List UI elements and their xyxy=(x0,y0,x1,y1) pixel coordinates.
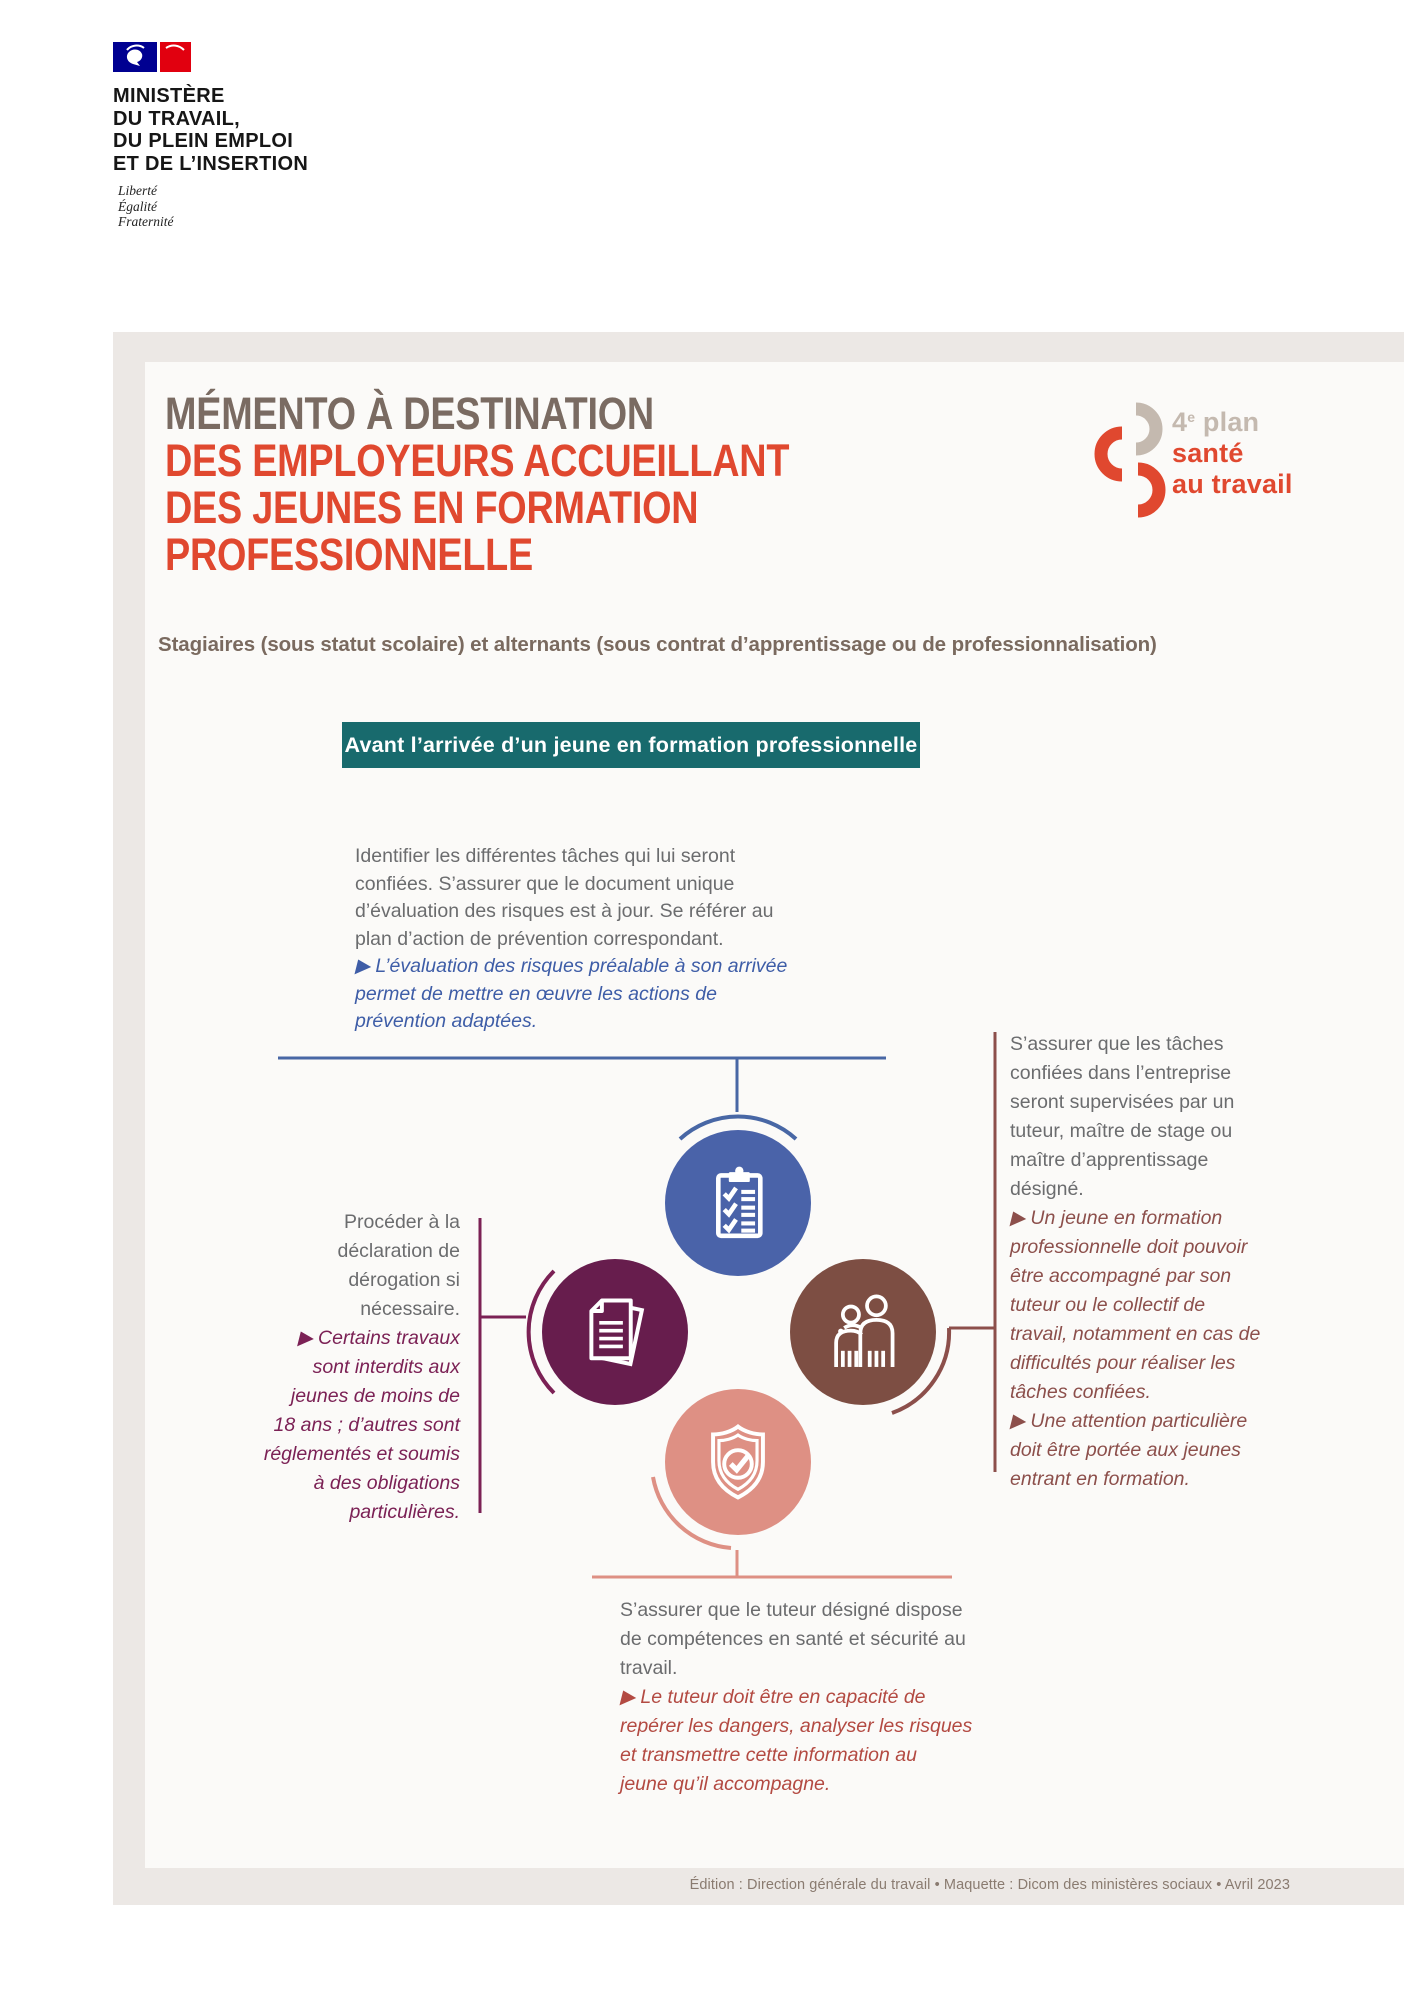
step-right-main: S’assurer que les tâches confiées dans l’entreprise seront supervisées par un tuteur, maître de stage ou maître d’apprentissage désigné. xyxy=(1010,1033,1235,1200)
step-right-circle xyxy=(790,1259,936,1405)
plan-logo-line3: au travail xyxy=(1172,469,1293,499)
step-right-callout: ▶ Un jeune en formation professionnelle doit pouvoir être accompagné par son tuteur ou le collectif de travail, notamment en cas de difficultés pour réaliser les tâches confiées. ▶ Une attention particulière doit être portée aux jeunes entrant en formation. xyxy=(1010,1207,1261,1490)
french-flag-marianne-icon xyxy=(113,42,191,72)
step-left-circle xyxy=(542,1259,688,1405)
title-line-gray: MÉMENTO À DESTINATION xyxy=(165,388,654,439)
section-banner xyxy=(342,722,920,768)
page-title xyxy=(165,390,908,578)
title-line-red: DES EMPLOYEURS ACCUEILLANT xyxy=(165,435,790,486)
step-bottom-callout: ▶ Le tuteur doit être en capacité de repérer les dangers, analyser les risques et transmettre cette information au jeune qu’il accompagne. xyxy=(620,1686,973,1795)
step-bottom-circle xyxy=(665,1389,811,1535)
step-left-callout: ▶ Certains travaux sont interdits aux jeunes de moins de 18 ans ; d’autres sont réglementés et soumis à des obligations particulières. xyxy=(263,1327,460,1523)
plan-sante-travail-arcs-icon xyxy=(1094,402,1166,528)
step-bottom-main: S’assurer que le tuteur désigné dispose de compétences en santé et sécurité au travail. xyxy=(620,1599,966,1679)
ministry-name: MINISTÈRE DU TRAVAIL, DU PLEIN EMPLOI ET DE L’INSERTION xyxy=(113,85,309,175)
documents-icon xyxy=(573,1290,657,1374)
step-left-main: Procéder à la déclaration de dérogation si nécessaire. xyxy=(337,1211,460,1320)
step-top-callout: ▶ L’évaluation des risques préalable à son arrivée permet de mettre en œuvre les actions de prévention adaptées. xyxy=(355,955,788,1032)
plan-logo-line1: 4e plan xyxy=(1172,407,1260,437)
checklist-clipboard-icon xyxy=(696,1161,780,1245)
step-right-text xyxy=(1010,1030,1320,1494)
footer-credits: Édition : Direction générale du travail • Maquette : Dicom des ministères sociaux • Avril 2023 xyxy=(689,1877,1290,1893)
shield-check-icon xyxy=(696,1420,780,1504)
step-left-text xyxy=(170,1208,460,1527)
subtitle: Stagiaires (sous statut scolaire) et alternants (sous contrat d’apprentissage ou de professionnalisation) xyxy=(158,633,1157,656)
ministry-motto: Liberté Égalité Fraternité xyxy=(118,183,174,229)
plan-logo-line2: santé xyxy=(1172,438,1244,468)
step-top-circle xyxy=(665,1130,811,1276)
step-top-main: Identifier les différentes tâches qui lui seront confiées. S’assurer que le document unique d’évaluation des risques est à jour. Se référer au plan d’action de prévention correspondant. xyxy=(355,845,774,950)
title-line-red: PROFESSIONNELLE xyxy=(165,529,533,580)
step-top-text xyxy=(355,843,915,1036)
step-bottom-text xyxy=(620,1596,1090,1799)
section-banner-label: Avant l’arrivée d’un jeune en formation professionnelle xyxy=(344,733,918,757)
tutor-people-icon xyxy=(820,1289,906,1375)
title-line-red: DES JEUNES EN FORMATION xyxy=(165,482,699,533)
ministry-logo-block xyxy=(113,42,308,230)
